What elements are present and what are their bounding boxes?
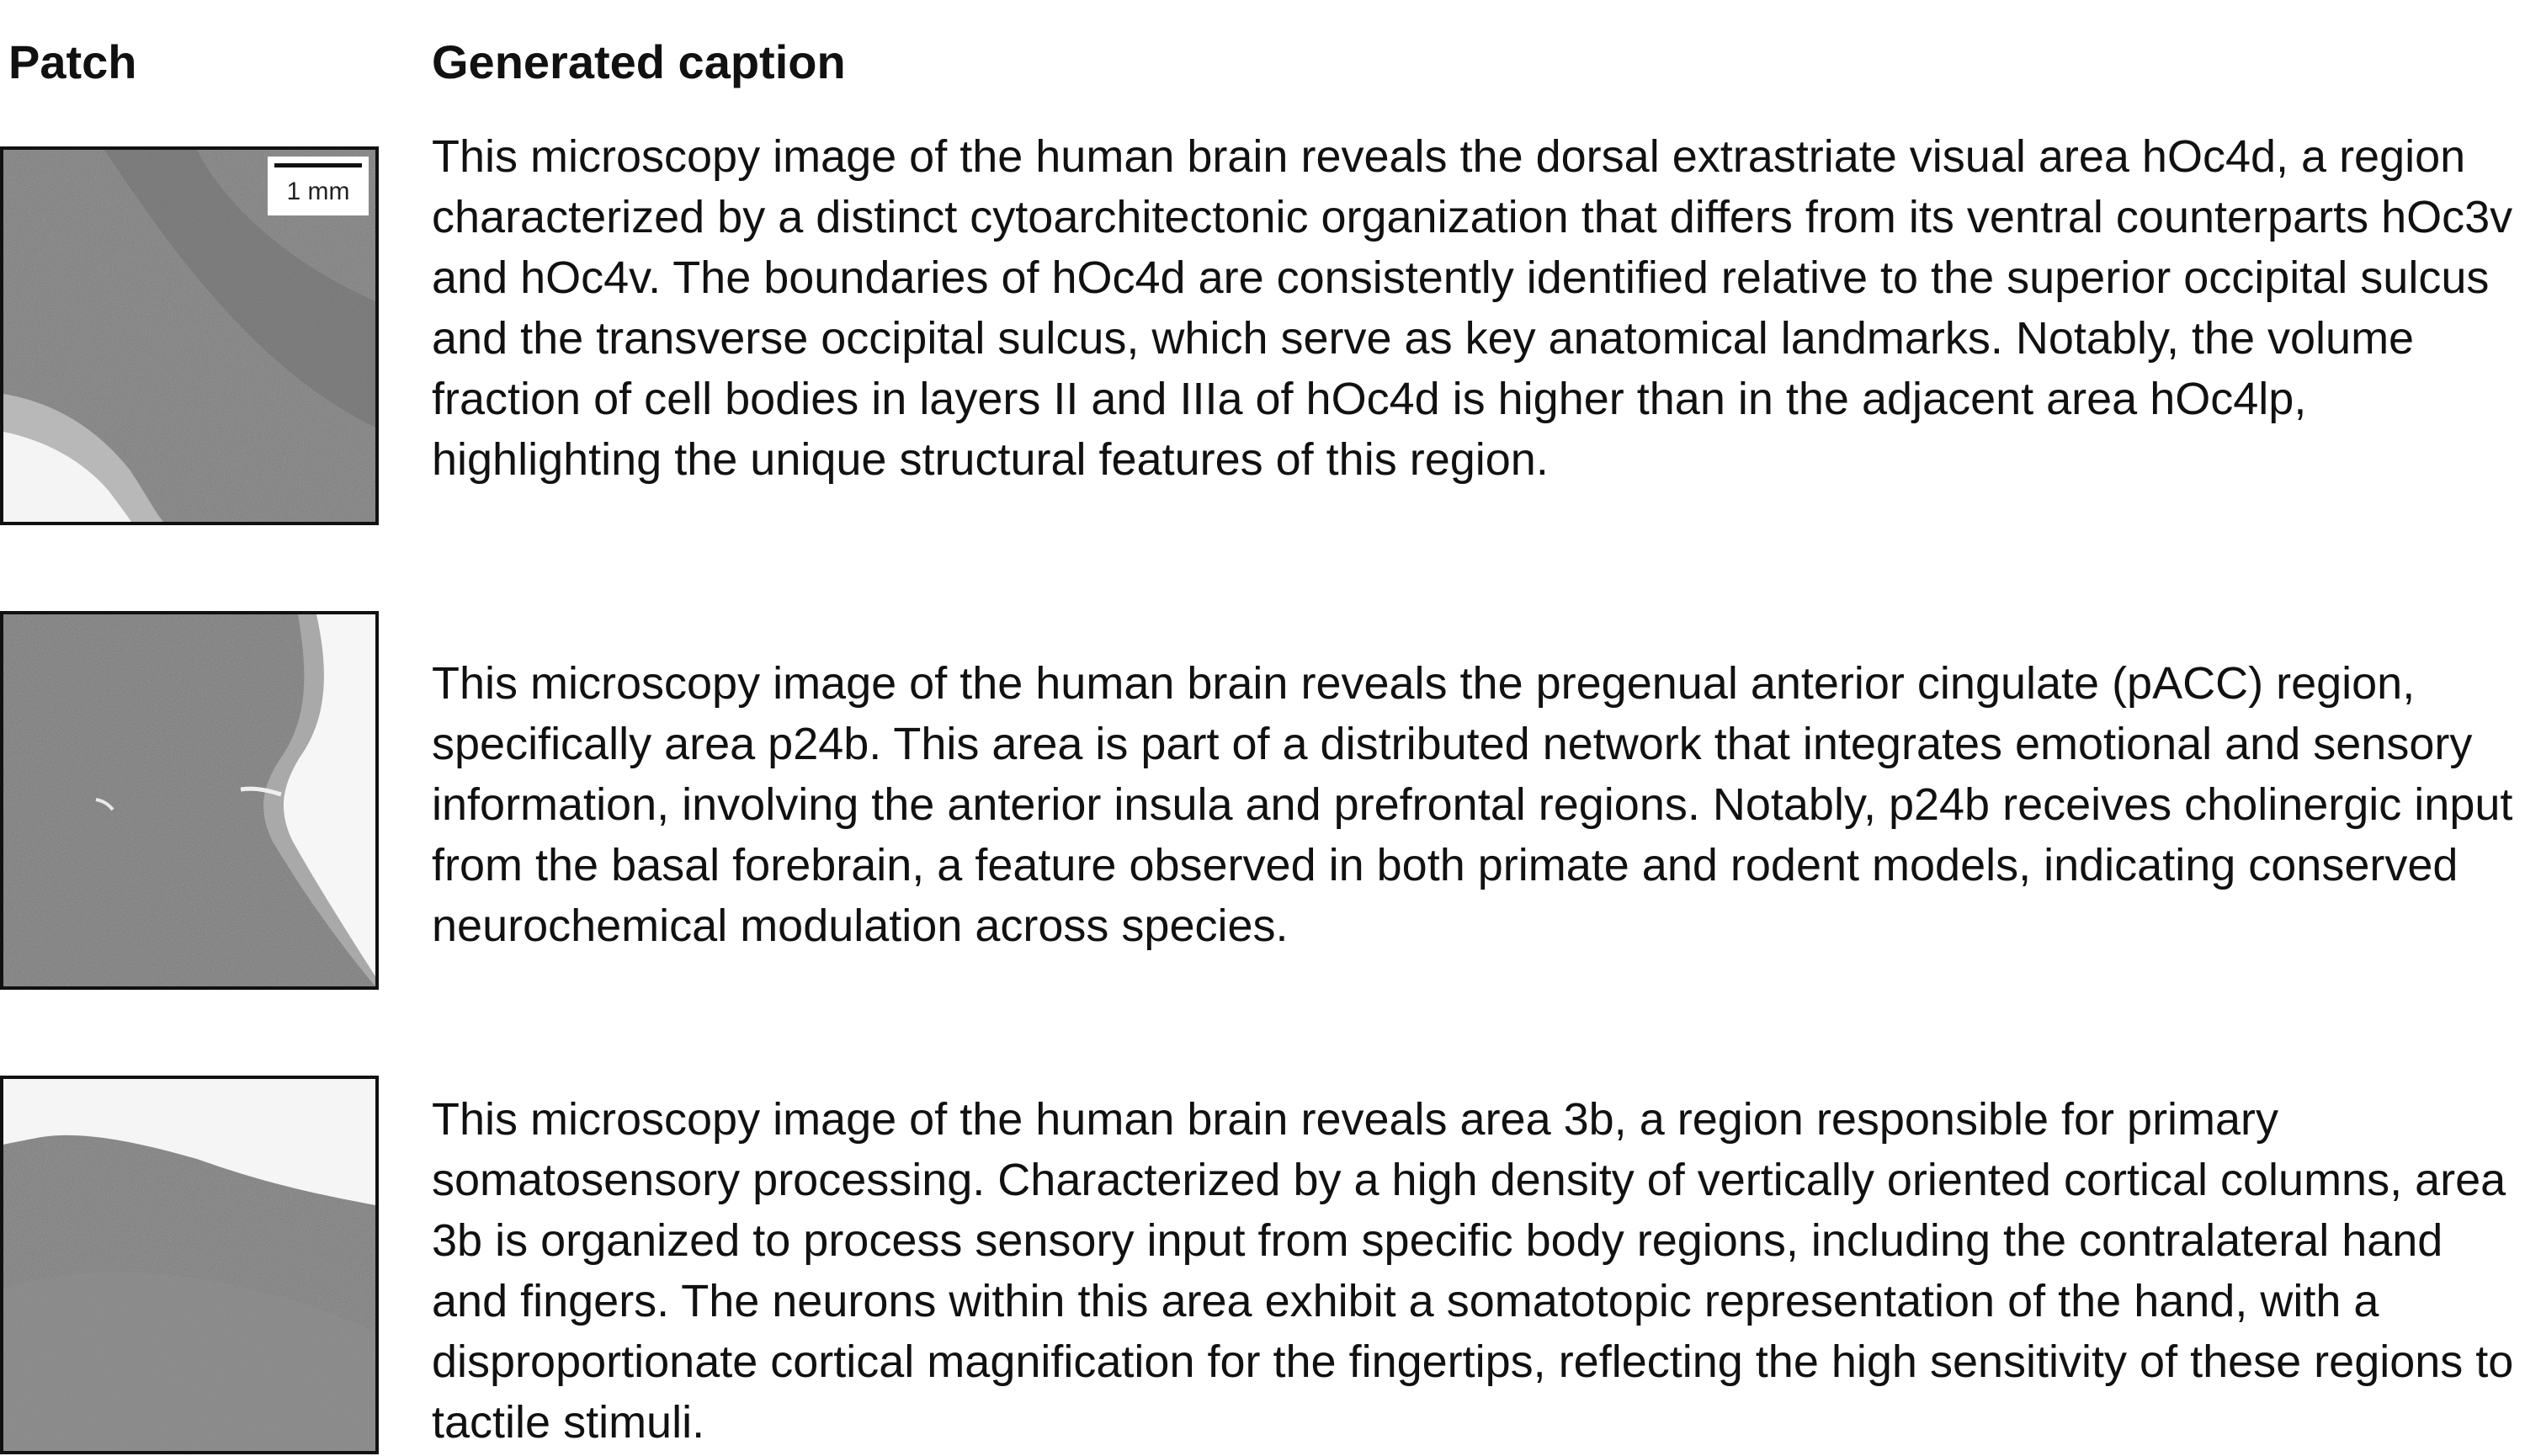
caption-text-1: This microscopy image of the human brain reveals the dorsal extrastriate visual area hOc4d, a region characterized by a distinct cytoarchitectonic organization that differs from its ventral counterparts hOc3v and hOc4v. The boundaries of hOc4d are consistently identified relative to the superior occipital sulcus and the transverse occipital sulcus, which serve as key anatomical landmarks. Notably, the volume fraction of cell bodies in layers II and IIIa of hOc4d is higher than in the adjacent area hOc4lp, highlighting the unique structural features of this region. [432,131,2513,485]
scale-bar [268,157,369,215]
scale-bar-label: 1 mm [286,178,350,205]
patch-image-2 [0,611,379,990]
caption-text-3: This microscopy image of the human brain reveals area 3b, a region responsible for primary somatosensory processing. Characterized by a high density of vertically oriented cortical columns, area 3b is organized to process sensory input from specific body regions, including the contralateral hand and fingers. The neurons within this area exhibit a somatotopic representation of the hand, with a disproportionate cortical magnification for the fingertips, reflecting the high sensitivity of these regions to tactile stimuli. [432,1094,2514,1448]
scale-bar-line [274,163,362,167]
tissue-texture-3 [3,1079,375,1451]
caption-column-header: Generated caption [432,35,846,88]
patch-image-1 [0,146,379,525]
patch-image-3 [0,1076,379,1454]
caption-text-2: This microscopy image of the human brain reveals the pregenual anterior cingulate (pACC) region, specifically area p24b. This area is part of a distributed network that integrates emotional and sensory information, involving the anterior insula and prefrontal regions. Notably, p24b receives cholinergic input from the basal forebrain, a feature observed in both primate and rodent models, indicating conserved neurochemical modulation across species. [432,658,2513,951]
tissue-texture-2 [3,614,375,986]
patch-column-header: Patch [8,35,137,88]
